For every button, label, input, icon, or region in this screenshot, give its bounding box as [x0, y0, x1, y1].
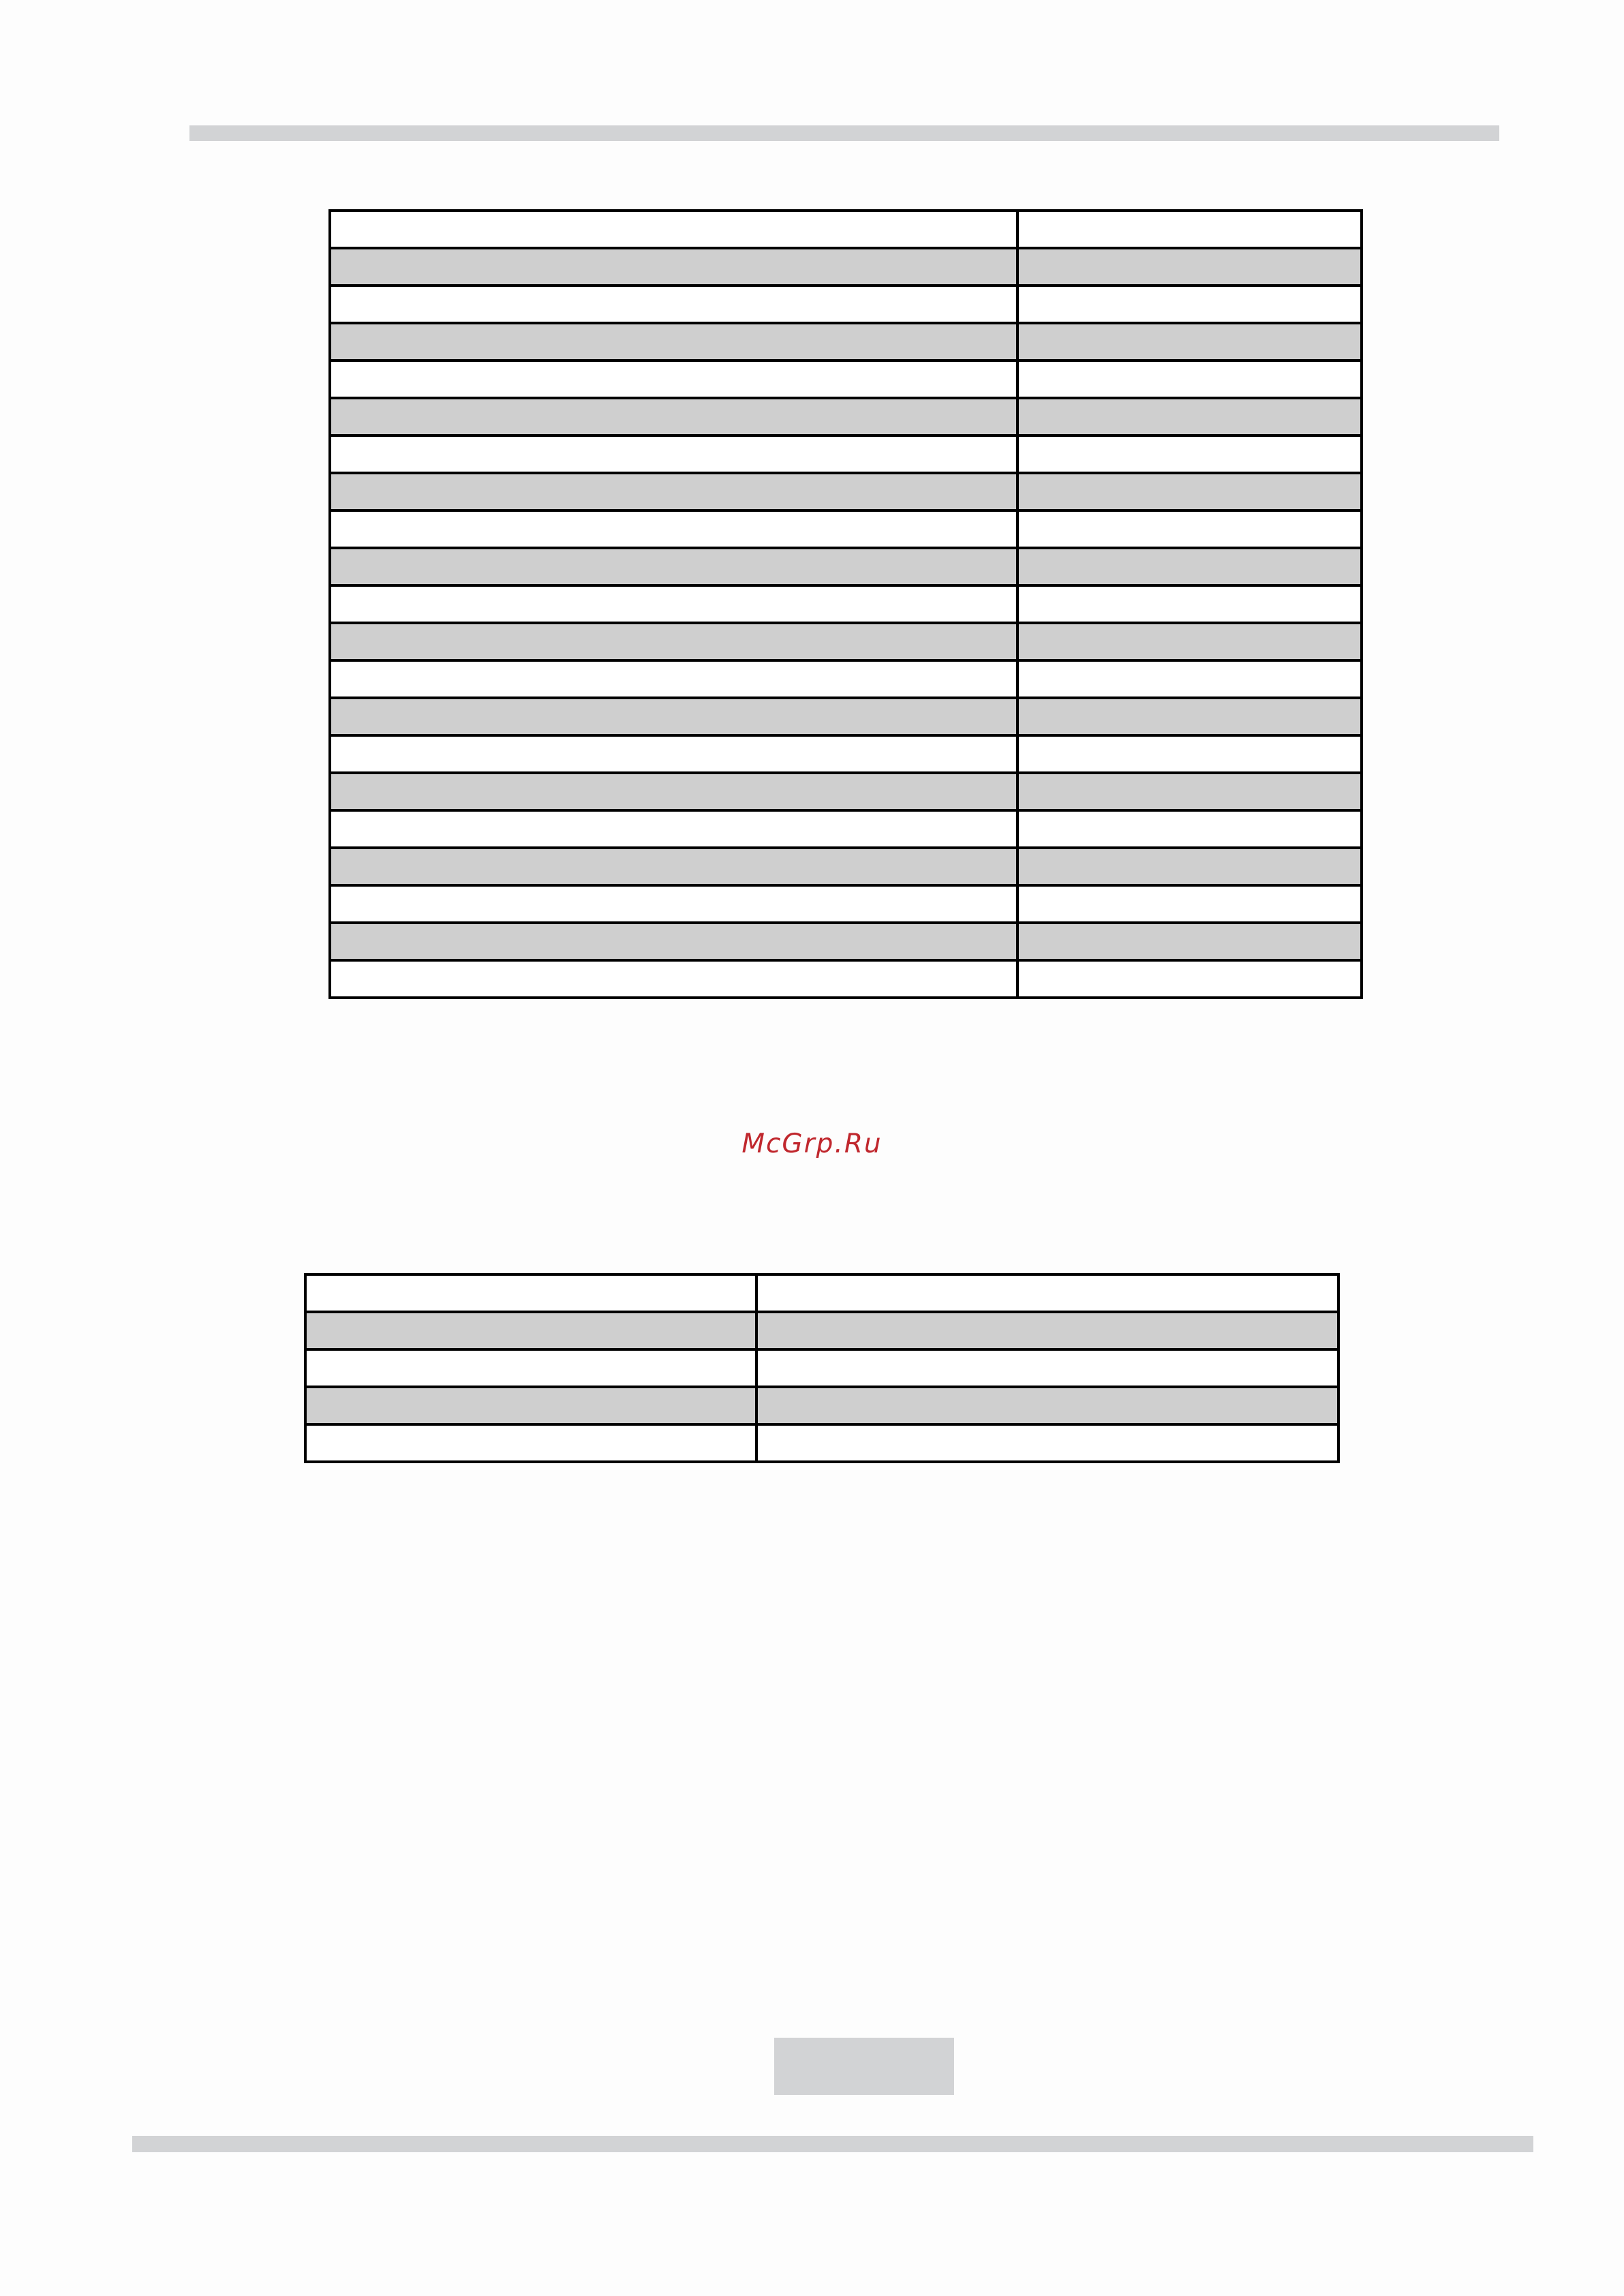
- table-cell: [1017, 248, 1362, 286]
- table-cell: [1017, 435, 1362, 473]
- table-cell: [330, 623, 1017, 660]
- table-row: [330, 960, 1362, 998]
- table-cell: [305, 1274, 756, 1312]
- table-cell: [330, 773, 1017, 810]
- table-cell: [1017, 398, 1362, 435]
- table-row: [330, 473, 1362, 510]
- table-cell: [330, 548, 1017, 585]
- table-cell: [330, 698, 1017, 735]
- table-cell: [1017, 211, 1362, 248]
- table-cell: [330, 810, 1017, 848]
- table-cell: [305, 1312, 756, 1349]
- header-rule: [189, 125, 1499, 141]
- table-cell: [1017, 548, 1362, 585]
- table-row: [330, 548, 1362, 585]
- table-cell: [330, 248, 1017, 286]
- table-row: [330, 698, 1362, 735]
- footer-rule: [132, 2136, 1533, 2152]
- table-row: [305, 1424, 1338, 1462]
- table-cell: [1017, 923, 1362, 960]
- specification-table-2: [304, 1273, 1340, 1463]
- table-cell: [1017, 323, 1362, 361]
- table-row: [330, 248, 1362, 286]
- table-cell: [1017, 848, 1362, 885]
- specification-table-1: [328, 209, 1363, 999]
- table-cell: [330, 510, 1017, 548]
- table-cell: [1017, 885, 1362, 923]
- table-cell: [1017, 623, 1362, 660]
- table-cell: [330, 286, 1017, 323]
- table-cell: [330, 323, 1017, 361]
- table-cell: [305, 1387, 756, 1424]
- table-row: [330, 361, 1362, 398]
- table-cell: [1017, 735, 1362, 773]
- table-cell: [756, 1349, 1338, 1387]
- table-cell: [330, 361, 1017, 398]
- table-cell: [1017, 361, 1362, 398]
- table-cell: [330, 473, 1017, 510]
- table-row: [330, 398, 1362, 435]
- table-cell: [330, 960, 1017, 998]
- table-row: [330, 435, 1362, 473]
- table-cell: [756, 1312, 1338, 1349]
- table-cell: [1017, 660, 1362, 698]
- page-number-box: [774, 2038, 954, 2095]
- table-cell: [330, 435, 1017, 473]
- table-cell: [330, 211, 1017, 248]
- table-row: [330, 735, 1362, 773]
- table-row: [330, 923, 1362, 960]
- table-cell: [1017, 286, 1362, 323]
- table-2-body: [305, 1274, 1338, 1462]
- table-row: [330, 885, 1362, 923]
- table-cell: [330, 398, 1017, 435]
- table-cell: [330, 660, 1017, 698]
- table-row: [330, 510, 1362, 548]
- table-cell: [330, 848, 1017, 885]
- table-cell: [1017, 810, 1362, 848]
- table-cell: [756, 1274, 1338, 1312]
- table-row: [305, 1349, 1338, 1387]
- table-cell: [1017, 773, 1362, 810]
- table-cell: [330, 735, 1017, 773]
- table-cell: [1017, 585, 1362, 623]
- table-cell: [305, 1349, 756, 1387]
- table-row: [330, 585, 1362, 623]
- table-cell: [1017, 473, 1362, 510]
- table-cell: [330, 923, 1017, 960]
- table-row: [330, 660, 1362, 698]
- table-cell: [1017, 698, 1362, 735]
- table-cell: [756, 1424, 1338, 1462]
- table-1-body: [330, 211, 1362, 998]
- table-cell: [330, 885, 1017, 923]
- table-cell: [756, 1387, 1338, 1424]
- table-cell: [330, 585, 1017, 623]
- watermark-text: McGrp.Ru: [741, 1129, 883, 1159]
- table-row: [305, 1387, 1338, 1424]
- table-cell: [1017, 960, 1362, 998]
- table-row: [305, 1274, 1338, 1312]
- table-cell: [1017, 510, 1362, 548]
- table-row: [330, 773, 1362, 810]
- table-row: [330, 211, 1362, 248]
- table-row: [330, 323, 1362, 361]
- table-row: [305, 1312, 1338, 1349]
- table-row: [330, 623, 1362, 660]
- table-row: [330, 848, 1362, 885]
- table-row: [330, 286, 1362, 323]
- table-cell: [305, 1424, 756, 1462]
- table-row: [330, 810, 1362, 848]
